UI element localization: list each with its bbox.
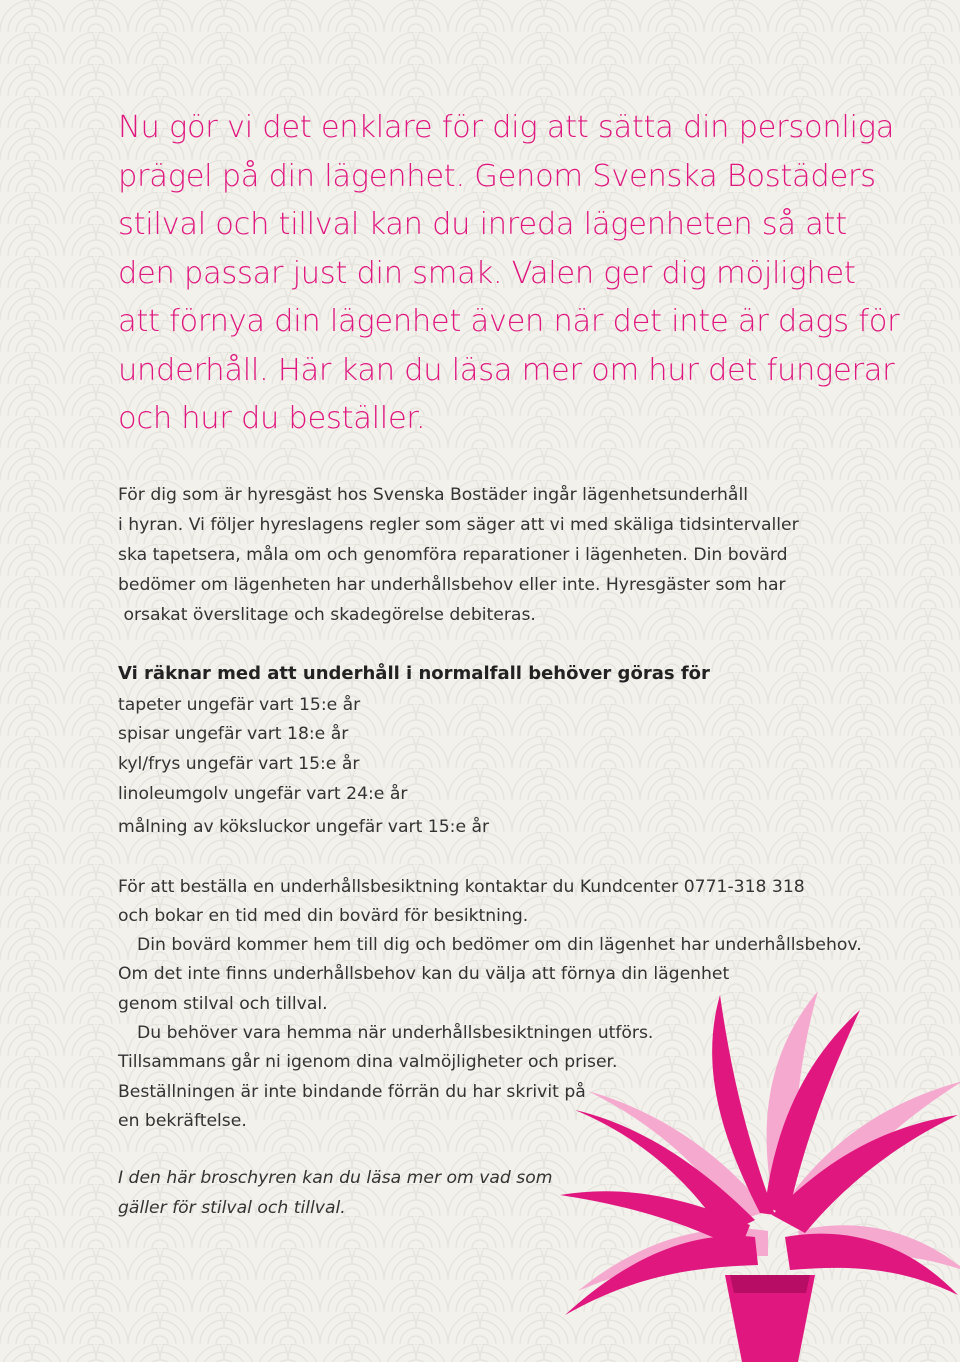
intro-line: Nu gör vi det enklare för dig att sätta din personliga <box>118 110 895 145</box>
palm-plant-illustration <box>560 975 960 1362</box>
list-item: spisar ungefär vart 18:e år <box>118 724 349 745</box>
booking-line: genom stilval och tillval. <box>118 993 328 1014</box>
note-line: gäller för stilval och tillval. <box>118 1197 346 1218</box>
list-item: målning av köksluckor ungefär vart 15:e år <box>118 816 490 837</box>
list-item: tapeter ungefär vart 15:e år <box>118 694 361 715</box>
booking-line: Du behöver vara hemma när underhållsbesiktningen utförs. <box>137 1022 654 1043</box>
body-line: ska tapetsera, måla om och genomföra reparationer i lägenheten. Din bovärd <box>118 544 788 565</box>
intro-line: underhåll. Här kan du läsa mer om hur det fungerar <box>118 352 895 388</box>
body-paragraph <box>118 480 838 631</box>
maintenance-heading: Vi räknar med att underhåll i normalfall behöver göras för <box>118 662 710 684</box>
booking-line: Om det inte finns underhållsbehov kan du välja att förnya din lägenhet <box>118 964 730 985</box>
note-line: I den här broschyren kan du läsa mer om vad som <box>118 1168 553 1189</box>
booking-line: och bokar en tid med din bovärd för besiktning. <box>118 905 529 926</box>
booking-line: en bekräftelse. <box>118 1110 247 1131</box>
booking-line: Din bovärd kommer hem till dig och bedömer om din lägenhet har underhållsbehov. <box>137 935 862 956</box>
intro-line: och hur du beställer. <box>118 401 426 436</box>
body-line: orsakat överslitage och skadegörelse debiteras. <box>118 605 536 626</box>
intro-line: stilval och tillval kan du inreda lägenheten så att <box>118 207 847 242</box>
intro-line: den passar just din smak. Valen ger dig möjlighet <box>118 255 856 291</box>
intro-text <box>118 104 900 444</box>
booking-line: Beställningen är inte bindande förrän du har skrivit på <box>118 1081 586 1102</box>
body-line: bedömer om lägenheten har underhållsbehov eller inte. Hyresgäster som har <box>118 575 786 596</box>
body-line: i hyran. Vi följer hyreslagens regler som säger att vi med skäliga tidsintervaller <box>118 514 799 535</box>
maintenance-list <box>118 691 838 843</box>
booking-line: För att beställa en underhållsbesiktning kontaktar du Kundcenter 0771-318 318 <box>118 876 805 897</box>
list-item: kyl/frys ungefär vart 15:e år <box>118 754 360 775</box>
booking-line: Tillsammans går ni igenom dina valmöjligheter och priser. <box>118 1052 618 1073</box>
intro-line: prägel på din lägenhet. Genom Svenska Bostäders <box>118 158 876 194</box>
intro-line: att förnya din lägenhet även när det inte är dags för <box>118 304 900 339</box>
body-line: För dig som är hyresgäst hos Svenska Bostäder ingår lägenhetsunderhåll <box>118 484 749 505</box>
list-item: linoleumgolv ungefär vart 24:e år <box>118 783 408 804</box>
